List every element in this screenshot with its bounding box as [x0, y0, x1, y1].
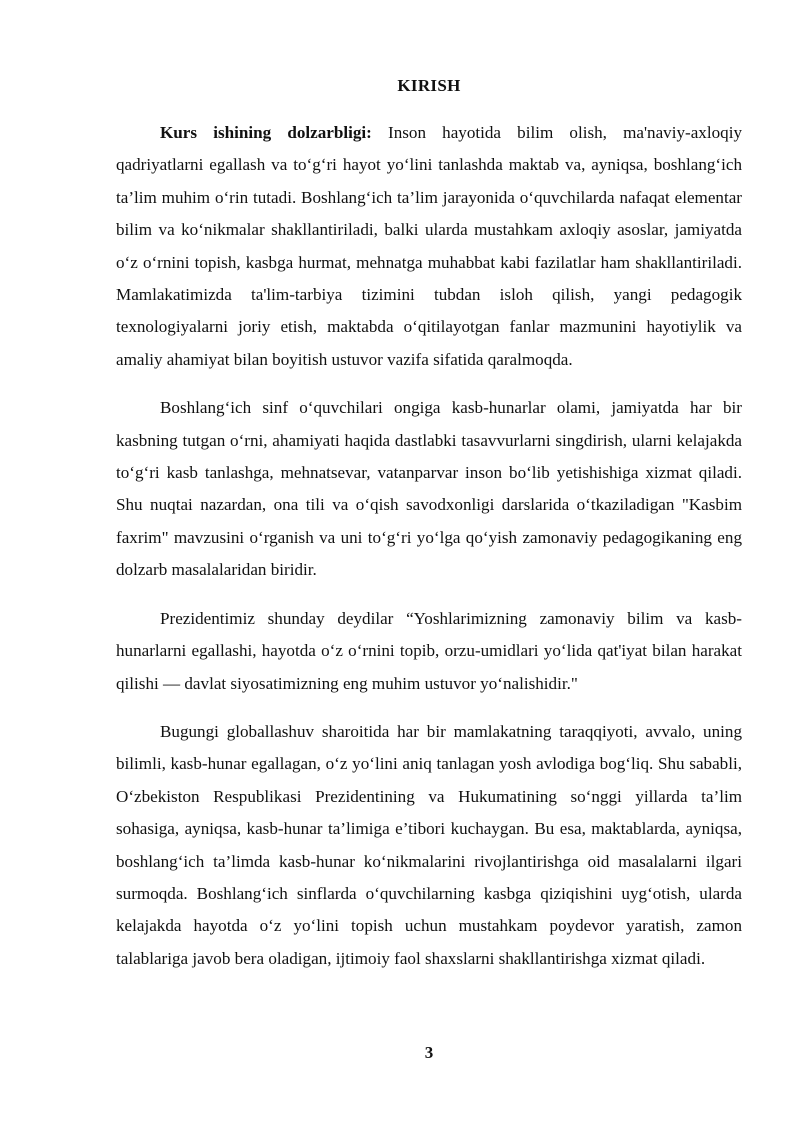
- body-text: [116, 117, 742, 991]
- paragraph-president-quote: Prezidentimiz shunday deydilar “Yoshlarimizning zamonaviy bilim va kasb-hunarlarni egallashi, hayotda o‘z o‘rnini topib, orzu-umidlari yo‘lida qat'iyat bilan harakat qilishi — davlat siyosatimizning eng muhim ustuvor yo‘nalishidir.": [116, 608, 742, 693]
- relevance-lead: Kurs ishining dolzarbligi:: [160, 123, 372, 142]
- paragraph-relevance: [116, 117, 742, 376]
- relevance-text: Inson hayotida bilim olish, ma'naviy-axloqiy qadriyatlarni egallash va to‘g‘ri hayot yo‘lini tanlashda maktab va, ayniqsa, boshlang‘ich ta’lim muhim o‘rin tutadi. Boshlang‘ich ta’lim jarayonida o‘quvchilarda nafaqat elementar bilim va ko‘nikmalar shakllantiriladi, balki ularda mustahkam axloqiy asoslar, jamiyatda o‘z o‘rnini topish, kasbga hurmat, mehnatga muhabbat kabi fazilatlar ham shakllantiriladi. Mamlakatimizda ta'lim-tarbiya tizimini tubdan isloh qilish, yangi pedagogik texnologiyalarni joriy etish, maktabda o‘qitilayotgan fanlar mazmunini hayotiylik va amaliy ahamiyat bilan boyitish ustuvor vazifa sifatida qaralmoqda.: [116, 123, 742, 369]
- paragraph-primary-school: Boshlang‘ich sinf o‘quvchilari ongiga kasb-hunarlar olami, jamiyatda har bir kasbning tutgan o‘rni, ahamiyati haqida dastlabki tasavvurlarni singdirish, ularni kelajakda to‘g‘ri kasb tanlashga, mehnatsevar, vatanparvar inson bo‘lib yetishishiga xizmat qiladi. Shu nuqtai nazardan, ona tili va o‘qish savodxonligi darslarida o‘tkaziladigan "Kasbim faxrim" mavzusini o‘rganish va uni to‘g‘ri yo‘lga qo‘yish zamonaviy pedagogikaning eng dolzarb masalalaridan biridir.: [116, 398, 742, 580]
- section-heading: KIRISH: [397, 76, 461, 95]
- paragraph-globalization: Bugungi globallashuv sharoitida har bir mamlakatning taraqqiyoti, avvalo, uning bilimli, kasb-hunar egallagan, o‘z yo‘lini aniq tanlagan yosh avlodiga bog‘liq. Shu sababli, O‘zbekiston Respublikasi Prezidentining va Hukumatining so‘nggi yillarda ta’lim sohasiga, ayniqsa, kasb-hunar ta’limiga e’tibori kuchaygan. Bu esa, maktablarda, ayniqsa, boshlang‘ich ta’limda kasb-hunar ko‘nikmalarini rivojlantirishga oid masalalarni ilgari surmoqda. Boshlang‘ich sinflarda o‘quvchilarning kasbga qiziqishini uyg‘otish, ularda kelajakda hayotda o‘z yo‘lini topish uchun mustahkam poydevor yaratish, zamon talablariga javob bera oladigan, ijtimoiy faol shaxslarni shakllantirishga xizmat qiladi.: [116, 721, 742, 968]
- page-number: 3: [424, 1043, 434, 1062]
